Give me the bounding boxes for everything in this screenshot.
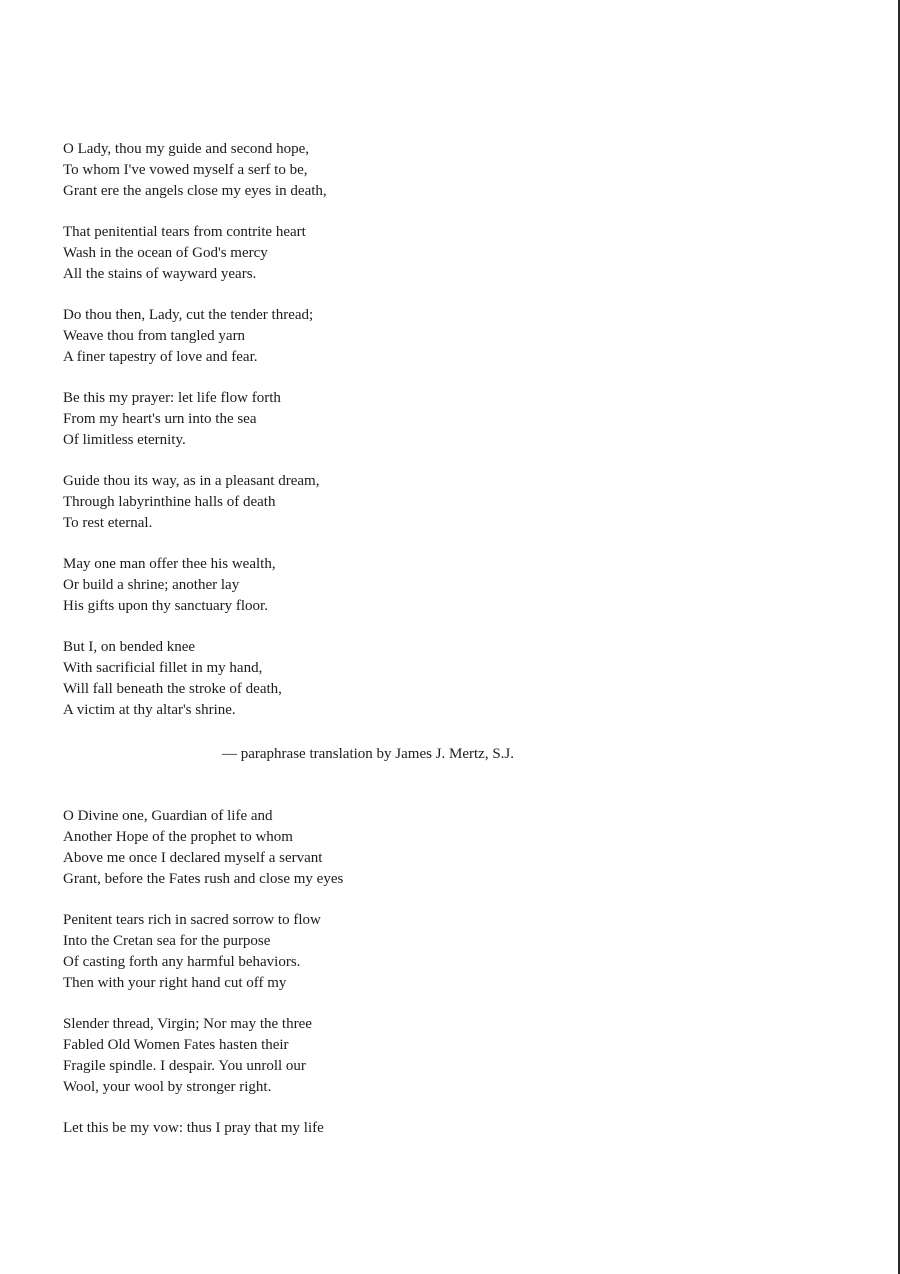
stanza-4 [63,388,583,451]
stanza-1 [63,139,583,202]
verse-line: Do thou then, Lady, cut the tender thread; [63,307,314,323]
verse-line: Into the Cretan sea for the purpose [63,933,271,949]
verse-line: With sacrificial fillet in my hand, [63,660,263,676]
translator-attribution: — paraphrase translation by James J. Mertz, S.J. [222,746,515,762]
stanza-4 [63,1118,583,1139]
stanza-5 [63,471,583,534]
verse-line: O Divine one, Guardian of life and [63,808,273,824]
verse-line: From my heart's urn into the sea [63,411,257,427]
verse-line: Above me once I declared myself a servant [63,850,323,866]
verse-line: O Lady, thou my guide and second hope, [63,141,310,157]
verse-line: Will fall beneath the stroke of death, [63,681,282,697]
verse-line: That penitential tears from contrite heart [63,224,306,240]
verse-line: Another Hope of the prophet to whom [63,829,293,845]
verse-line: Let this be my vow: thus I pray that my life [63,1120,324,1136]
verse-line: Be this my prayer: let life flow forth [63,390,281,406]
verse-line: Wool, your wool by stronger right. [63,1079,272,1095]
stanza-1 [63,806,583,890]
verse-line: Fragile spindle. I despair. You unroll our [63,1058,306,1074]
stanza-3 [63,305,583,368]
verse-line: Grant ere the angels close my eyes in death, [63,183,327,199]
verse-line: Fabled Old Women Fates hasten their [63,1037,289,1053]
verse-line: May one man offer thee his wealth, [63,556,276,572]
poem-literal-translation [63,806,583,1159]
verse-line: Wash in the ocean of God's mercy [63,245,268,261]
stanza-3 [63,1014,583,1098]
verse-line: But I, on bended knee [63,639,196,655]
verse-line: A victim at thy altar's shrine. [63,702,236,718]
verse-line: Through labyrinthine halls of death [63,494,276,510]
verse-line: Of casting forth any harmful behaviors. [63,954,301,970]
stanza-7 [63,637,583,721]
verse-line: To whom I've vowed myself a serf to be, [63,162,308,178]
verse-line: Slender thread, Virgin; Nor may the three [63,1016,312,1032]
verse-line: A finer tapestry of love and fear. [63,349,258,365]
verse-line: Or build a shrine; another lay [63,577,240,593]
verse-line: All the stains of wayward years. [63,266,257,282]
verse-line: Penitent tears rich in sacred sorrow to flow [63,912,321,928]
stanza-6 [63,554,583,617]
verse-line: Grant, before the Fates rush and close my eyes [63,871,344,887]
verse-line: Guide thou its way, as in a pleasant dream, [63,473,320,489]
verse-line: Weave thou from tangled yarn [63,328,246,344]
stanza-2 [63,910,583,994]
verse-line: To rest eternal. [63,515,153,531]
verse-line: Then with your right hand cut off my [63,975,287,991]
stanza-2 [63,222,583,285]
poem-mertz-translation [63,139,583,741]
verse-line: His gifts upon thy sanctuary floor. [63,598,268,614]
verse-line: Of limitless eternity. [63,432,186,448]
